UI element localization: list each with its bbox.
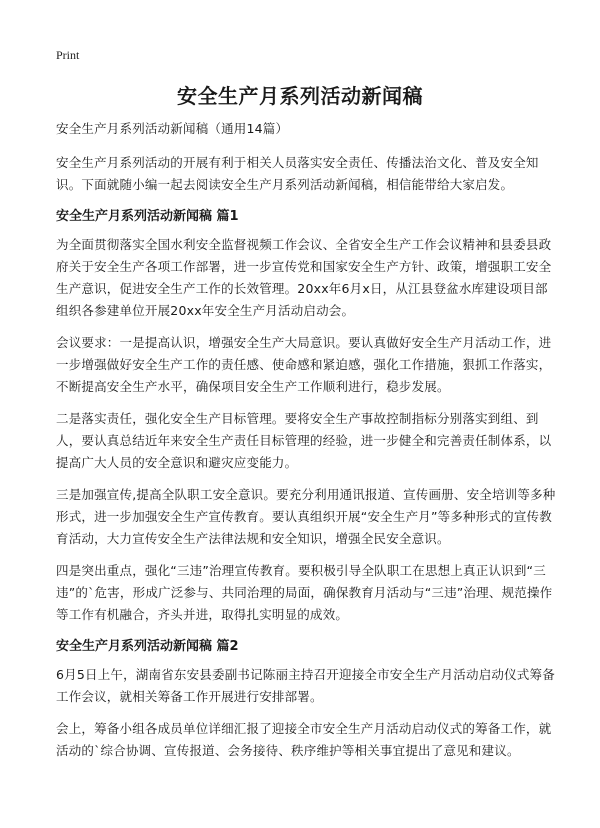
- print-link[interactable]: Print: [56, 48, 80, 62]
- article-2-paragraph: 会上，筹备小组各成员单位详细汇报了迎接全市安全生产月活动启动仪式的筹备工作，就活动的`综合协调、宣传报道、会务接待、秩序维护等相关事宜提出了意见和建议。: [56, 721, 552, 758]
- article-2-heading: 安全生产月系列活动新闻稿 篇2: [56, 639, 239, 654]
- article-1-paragraph: 为全面贯彻落实全国水利安全监督视频工作会议、全省安全生产工作会议精神和县委县政府关于安全生产各项工作部署，进一步宣传党和国家安全生产方针、政策，增强职工安全生产意识，促进安全生产工作的长效管理。20xx年6月x日，从江县登盆水库建设项目部组织各参建单位开展20xx年安全生产月活动启动会。: [56, 237, 552, 318]
- document-body: [56, 118, 556, 772]
- article-2-paragraph: 6月5日上午，湖南省东安县委副书记陈丽主持召开迎接全市安全生产月活动启动仪式筹备工作会议，就相关筹备工作开展进行安排部署。: [56, 667, 555, 704]
- document-title: 安全生产月系列活动新闻稿: [177, 84, 423, 108]
- article-1-heading: 安全生产月系列活动新闻稿 篇1: [56, 209, 239, 224]
- intro-paragraph: 安全生产月系列活动的开展有利于相关人员落实安全责任、传播法治文化、普及安全知识。下面就随小编一起去阅读安全生产月系列活动新闻稿，相信能带给大家启发。: [56, 155, 539, 192]
- article-1-paragraph: 三是加强宣传,提高全队职工安全意识。要充分利用通讯报道、宣传画册、安全培训等多种形式，进一步加强安全生产宣传教育。要认真组织开展“安全生产月”等多种形式的宣传教育活动，大力宣传安全生产法律法规和安全知识，增强全民安全意识。: [56, 487, 556, 546]
- article-1-paragraph: 二是落实责任，强化安全生产目标管理。要将安全生产事故控制指标分别落实到组、到人，要认真总结近年来安全生产责任目标管理的经验，进一步健全和完善责任制体系，以提高广大人员的安全意识和避灾应变能力。: [56, 411, 552, 470]
- article-1-paragraph: 四是突出重点，强化“三违”治理宣传教育。要积极引导全队职工在思想上真正认识到“三违”的`危害，形成广泛参与、共同治理的局面，确保教育月活动与“三违”治理、规范操作等工作有机融合，齐头并进，取得扎实明显的成效。: [56, 563, 553, 622]
- article-1-paragraph: 会议要求：一是提高认识，增强安全生产大局意识。要认真做好安全生产月活动工作，进一步增强做好安全生产工作的责任感、使命感和紧迫感，强化工作措施，狠抓工作落实，不断提高安全生产水平，确保项目安全生产工作顺利进行，稳步发展。: [56, 335, 552, 394]
- document-subtitle: 安全生产月系列活动新闻稿（通用14篇）: [56, 121, 289, 136]
